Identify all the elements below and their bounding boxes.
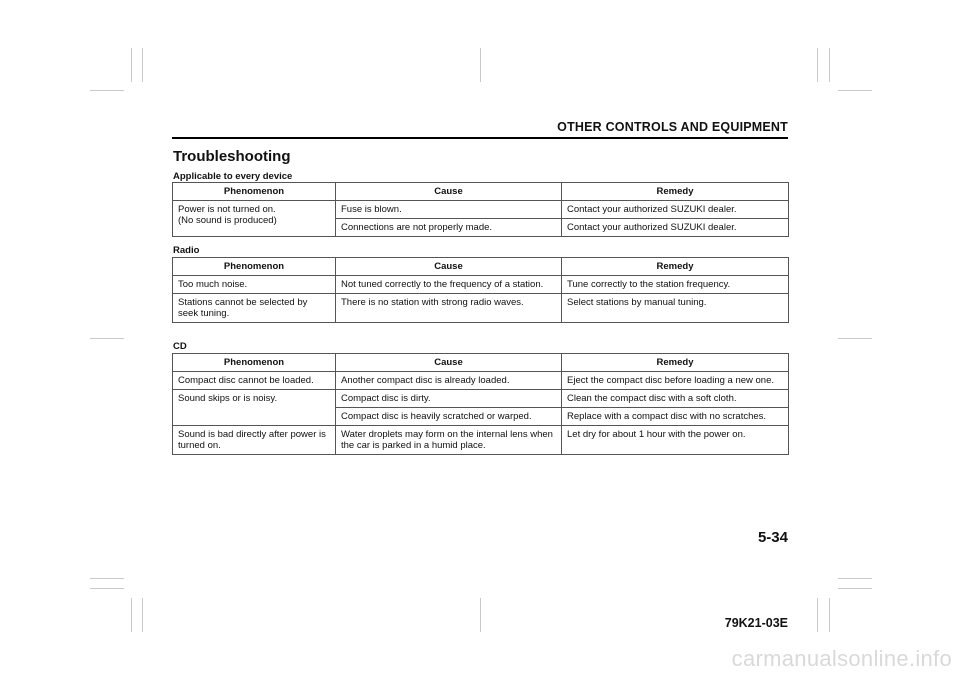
table-header-row (173, 183, 789, 201)
table-row (173, 372, 789, 390)
cause-cell: Not tuned correctly to the frequency of a station. (336, 276, 562, 294)
column-header: Remedy (562, 258, 789, 276)
crop-mark (838, 588, 872, 589)
column-header: Remedy (562, 354, 789, 372)
crop-mark (829, 48, 830, 82)
table-label-cd: CD (173, 341, 187, 352)
phenomenon-cell: Compact disc cannot be loaded. (173, 372, 336, 390)
cd-troubleshooting-table (172, 353, 789, 455)
section-title: Troubleshooting (173, 148, 291, 165)
chapter-header: OTHER CONTROLS AND EQUIPMENT (557, 120, 788, 134)
crop-mark (480, 598, 481, 632)
crop-mark (131, 598, 132, 632)
phenomenon-cell: Sound is bad directly after power is turned on. (173, 426, 336, 455)
table-row (173, 276, 789, 294)
crop-mark (90, 578, 124, 579)
column-header: Phenomenon (173, 354, 336, 372)
phenomenon-cell: Sound skips or is noisy. (173, 390, 336, 426)
crop-mark (838, 338, 872, 339)
phenomenon-cell: Stations cannot be selected by seek tuning. (173, 294, 336, 323)
crop-mark (817, 48, 818, 82)
table-header-row (173, 258, 789, 276)
cause-cell: Another compact disc is already loaded. (336, 372, 562, 390)
column-header: Cause (336, 258, 562, 276)
crop-mark (829, 598, 830, 632)
table-header-row (173, 354, 789, 372)
watermark: carmanualsonline.info (731, 646, 952, 671)
crop-mark (142, 48, 143, 82)
remedy-cell: Replace with a compact disc with no scratches. (562, 408, 789, 426)
table-label-radio: Radio (173, 245, 200, 256)
phenomenon-cell: Power is not turned on. (No sound is produced) (173, 201, 336, 237)
remedy-cell: Eject the compact disc before loading a new one. (562, 372, 789, 390)
crop-mark (131, 48, 132, 82)
column-header: Cause (336, 354, 562, 372)
cause-cell: Water droplets may form on the internal lens when the car is parked in a humid place. (336, 426, 562, 455)
remedy-cell: Contact your authorized SUZUKI dealer. (562, 219, 789, 237)
table-row (173, 426, 789, 455)
column-header: Phenomenon (173, 183, 336, 201)
cause-cell: Compact disc is heavily scratched or warped. (336, 408, 562, 426)
crop-mark (90, 588, 124, 589)
header-rule (172, 137, 788, 139)
cause-cell: Connections are not properly made. (336, 219, 562, 237)
page-number: 5-34 (757, 529, 788, 546)
table-row (173, 294, 789, 323)
table-label-general: Applicable to every device (173, 171, 293, 182)
document-code: 79K21-03E (724, 616, 788, 630)
crop-mark (838, 578, 872, 579)
column-header: Phenomenon (173, 258, 336, 276)
crop-mark (838, 90, 872, 91)
crop-mark (480, 48, 481, 82)
table-row (173, 201, 789, 219)
crop-mark (90, 90, 124, 91)
remedy-cell: Clean the compact disc with a soft cloth. (562, 390, 789, 408)
crop-mark (817, 598, 818, 632)
cause-cell: There is no station with strong radio waves. (336, 294, 562, 323)
remedy-cell: Tune correctly to the station frequency. (562, 276, 789, 294)
remedy-cell: Let dry for about 1 hour with the power on. (562, 426, 789, 455)
crop-mark (142, 598, 143, 632)
crop-mark (90, 338, 124, 339)
phenomenon-cell: Too much noise. (173, 276, 336, 294)
cause-cell: Compact disc is dirty. (336, 390, 562, 408)
remedy-cell: Contact your authorized SUZUKI dealer. (562, 201, 789, 219)
cause-cell: Fuse is blown. (336, 201, 562, 219)
column-header: Cause (336, 183, 562, 201)
table-row (173, 390, 789, 408)
remedy-cell: Select stations by manual tuning. (562, 294, 789, 323)
column-header: Remedy (562, 183, 789, 201)
radio-troubleshooting-table (172, 257, 789, 323)
general-troubleshooting-table (172, 182, 789, 237)
